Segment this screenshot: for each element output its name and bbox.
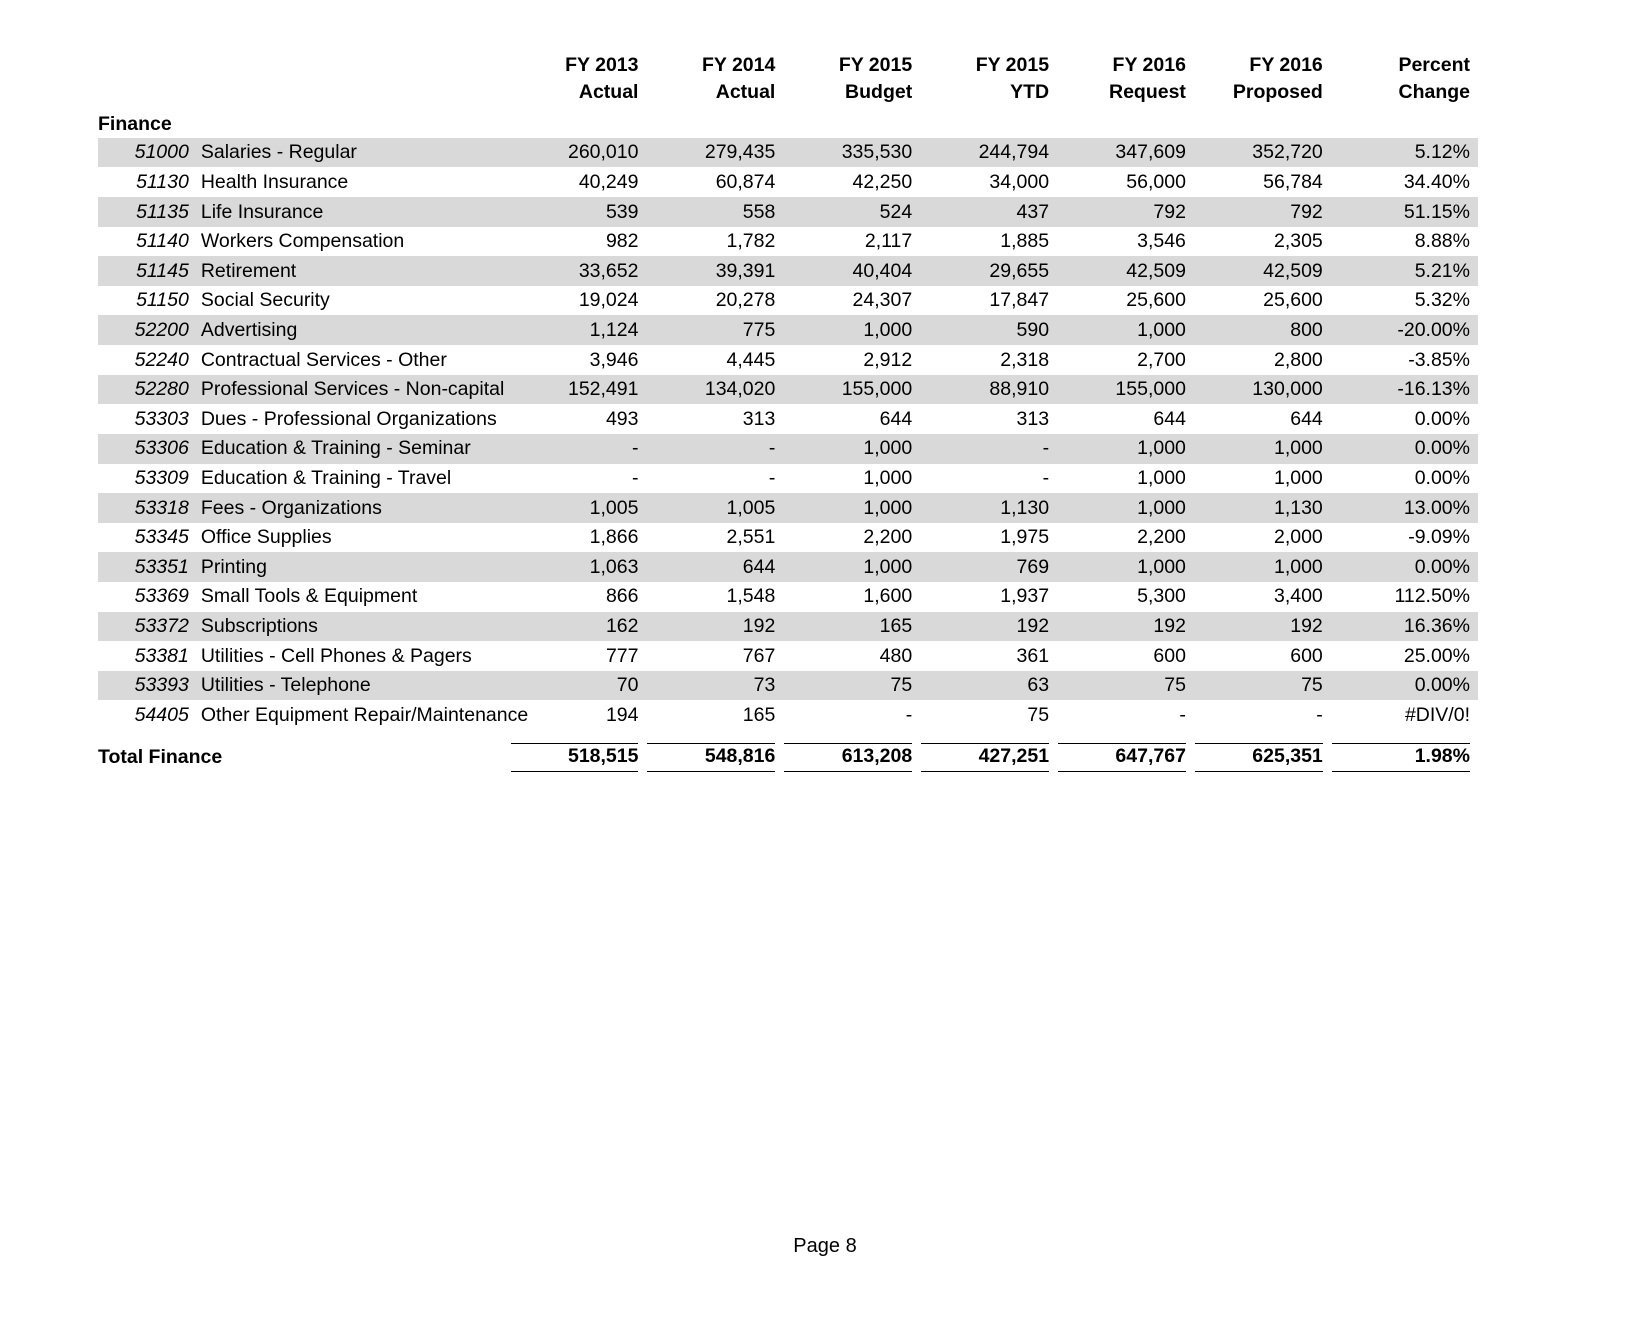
account-code: 53306 bbox=[98, 434, 199, 464]
total-value: 625,351 bbox=[1195, 743, 1323, 772]
cell-fy2016-proposed: 56,784 bbox=[1263, 170, 1323, 193]
cell-fy2016-request: 155,000 bbox=[1057, 375, 1194, 405]
cell-fy2016-proposed: 2,305 bbox=[1273, 230, 1323, 253]
header-code-blank bbox=[98, 52, 199, 109]
cell-fy2016-proposed: 1,000 bbox=[1194, 552, 1331, 582]
cell-fy2014-actual: - bbox=[768, 467, 776, 490]
cell-fy2016-request: 3,546 bbox=[1137, 230, 1186, 253]
cell-fy2013-actual: 162 bbox=[510, 612, 647, 642]
total-value: 518,515 bbox=[511, 743, 639, 772]
cell-fy2015-ytd: 437 bbox=[920, 197, 1057, 227]
header-line1: FY 2016 bbox=[1112, 54, 1186, 76]
cell-fy2014-actual: 73 bbox=[646, 671, 783, 701]
header-line2: Proposed bbox=[1232, 80, 1323, 103]
cell-percent-change: 0.00% bbox=[1331, 434, 1478, 464]
cell-fy2016-proposed: 352,720 bbox=[1194, 138, 1331, 168]
cell-fy2015-ytd: 2,318 bbox=[1000, 348, 1050, 371]
account-description: Small Tools & Equipment bbox=[200, 585, 418, 608]
header-desc-blank bbox=[199, 52, 510, 109]
cell-percent-change: 51.15% bbox=[1331, 197, 1478, 227]
cell-fy2015-budget: 644 bbox=[879, 407, 913, 430]
cell-fy2013-actual: 982 bbox=[605, 230, 639, 253]
cell-fy2014-actual: 165 bbox=[742, 703, 776, 726]
total-fy2014-actual bbox=[646, 737, 783, 777]
table-row bbox=[98, 582, 1478, 612]
table-row bbox=[98, 315, 1478, 345]
cell-percent-change: 5.12% bbox=[1331, 138, 1478, 168]
cell-fy2016-request: 1,000 bbox=[1057, 315, 1194, 345]
table-row bbox=[98, 493, 1478, 523]
cell-fy2016-request: 644 bbox=[1153, 407, 1186, 430]
total-row bbox=[98, 737, 1478, 777]
total-value: 647,767 bbox=[1058, 743, 1186, 772]
cell-fy2015-budget: 165 bbox=[783, 612, 920, 642]
cell-fy2015-ytd: - bbox=[1042, 467, 1050, 490]
cell-fy2015-ytd: 1,130 bbox=[920, 493, 1057, 523]
cell-fy2013-actual: 19,024 bbox=[578, 289, 639, 312]
cell-fy2016-request: 5,300 bbox=[1137, 585, 1186, 608]
account-description: Retirement bbox=[199, 256, 510, 286]
cell-fy2015-budget: 1,000 bbox=[783, 315, 920, 345]
cell-fy2016-proposed: 3,400 bbox=[1273, 585, 1323, 608]
cell-fy2013-actual: 1,866 bbox=[589, 526, 639, 549]
account-description: Contractual Services - Other bbox=[200, 348, 447, 371]
column-header-fy2015-budget bbox=[783, 52, 920, 109]
cell-fy2016-request: 25,600 bbox=[1126, 289, 1186, 312]
account-code: 51135 bbox=[98, 197, 199, 227]
account-code: 52200 bbox=[98, 315, 199, 345]
table-row bbox=[98, 286, 1478, 316]
cell-fy2016-request: 1,000 bbox=[1137, 467, 1186, 490]
cell-fy2015-budget: 1,000 bbox=[783, 434, 920, 464]
cell-fy2014-actual: 39,391 bbox=[646, 256, 783, 286]
cell-fy2013-actual: 866 bbox=[605, 585, 639, 608]
cell-fy2013-actual: 1,124 bbox=[510, 315, 647, 345]
cell-fy2016-proposed: 1,000 bbox=[1194, 434, 1331, 464]
account-code: 53393 bbox=[98, 671, 199, 701]
header-line2: YTD bbox=[1010, 80, 1050, 103]
table-row bbox=[98, 375, 1478, 405]
account-description: Subscriptions bbox=[199, 612, 510, 642]
cell-fy2015-budget: 335,530 bbox=[783, 138, 920, 168]
cell-percent-change: 112.50% bbox=[1394, 585, 1470, 608]
cell-fy2016-request: 347,609 bbox=[1057, 138, 1194, 168]
total-fy2013-actual bbox=[510, 737, 647, 777]
column-header-fy2014-actual bbox=[646, 52, 783, 109]
column-header-percent-change bbox=[1331, 52, 1478, 109]
account-code: 54405 bbox=[134, 703, 189, 726]
cell-fy2014-actual: 558 bbox=[646, 197, 783, 227]
cell-fy2015-ytd: 1,937 bbox=[1000, 585, 1050, 608]
cell-fy2013-actual: 33,652 bbox=[510, 256, 647, 286]
account-code: 53318 bbox=[98, 493, 199, 523]
table-row bbox=[98, 641, 1478, 671]
cell-fy2015-budget: 524 bbox=[783, 197, 920, 227]
account-description: Professional Services - Non-capital bbox=[199, 375, 510, 405]
cell-percent-change: 13.00% bbox=[1331, 493, 1478, 523]
cell-fy2015-ytd: 313 bbox=[1016, 407, 1050, 430]
cell-percent-change: 0.00% bbox=[1414, 467, 1470, 490]
account-code: 53309 bbox=[134, 467, 189, 490]
cell-fy2014-actual: 1,005 bbox=[646, 493, 783, 523]
cell-fy2015-ytd: 75 bbox=[1027, 703, 1050, 726]
cell-fy2013-actual: 40,249 bbox=[578, 170, 639, 193]
cell-fy2016-proposed: - bbox=[1316, 703, 1323, 726]
cell-fy2015-ytd: 590 bbox=[920, 315, 1057, 345]
cell-fy2014-actual: 2,551 bbox=[726, 526, 776, 549]
section-title-row bbox=[98, 109, 1478, 138]
cell-percent-change: 0.00% bbox=[1414, 407, 1470, 430]
cell-fy2016-proposed: 800 bbox=[1194, 315, 1331, 345]
cell-percent-change: 5.32% bbox=[1414, 289, 1470, 312]
table-header bbox=[98, 52, 1478, 109]
cell-fy2015-ytd: 17,847 bbox=[989, 289, 1050, 312]
cell-fy2016-request: 600 bbox=[1153, 644, 1186, 667]
cell-percent-change: #DIV/0! bbox=[1404, 703, 1470, 726]
total-value: 548,816 bbox=[647, 743, 775, 772]
cell-fy2016-proposed: 1,130 bbox=[1194, 493, 1331, 523]
cell-fy2016-proposed: 1,000 bbox=[1273, 467, 1323, 490]
cell-fy2014-actual: 60,874 bbox=[715, 170, 776, 193]
account-description: Salaries - Regular bbox=[199, 138, 510, 168]
account-code: 51000 bbox=[98, 138, 199, 168]
cell-fy2015-budget: 480 bbox=[879, 644, 913, 667]
cell-fy2013-actual: 777 bbox=[605, 644, 639, 667]
total-label: Total Finance bbox=[98, 746, 223, 768]
account-description: Utilities - Cell Phones & Pagers bbox=[200, 644, 472, 667]
account-description: Advertising bbox=[199, 315, 510, 345]
cell-fy2015-ytd: 29,655 bbox=[920, 256, 1057, 286]
spacer-cell bbox=[98, 730, 1478, 737]
cell-fy2015-ytd: 192 bbox=[920, 612, 1057, 642]
cell-fy2014-actual: 192 bbox=[646, 612, 783, 642]
cell-fy2015-ytd: 63 bbox=[920, 671, 1057, 701]
header-line1: FY 2014 bbox=[701, 54, 776, 76]
table-row bbox=[98, 671, 1478, 701]
header-line1: Percent bbox=[1398, 54, 1470, 76]
cell-fy2015-budget: 42,250 bbox=[852, 170, 913, 193]
account-code: 51150 bbox=[136, 289, 189, 312]
cell-fy2015-budget: 1,000 bbox=[863, 467, 913, 490]
cell-fy2016-proposed: 130,000 bbox=[1194, 375, 1331, 405]
account-description: Life Insurance bbox=[199, 197, 510, 227]
cell-percent-change: 34.40% bbox=[1403, 170, 1470, 193]
cell-fy2016-request: 192 bbox=[1057, 612, 1194, 642]
account-code: 51140 bbox=[136, 230, 189, 253]
cell-fy2016-proposed: 2,800 bbox=[1273, 348, 1323, 371]
cell-percent-change: 0.00% bbox=[1331, 552, 1478, 582]
section-title: Finance bbox=[98, 112, 172, 135]
cell-fy2014-actual: - bbox=[646, 434, 783, 464]
cell-fy2015-budget: 40,404 bbox=[783, 256, 920, 286]
cell-fy2016-proposed: 792 bbox=[1194, 197, 1331, 227]
total-fy2015-ytd bbox=[920, 737, 1057, 777]
account-code: 51130 bbox=[136, 170, 189, 193]
cell-fy2015-budget: 155,000 bbox=[783, 375, 920, 405]
cell-percent-change: -16.13% bbox=[1331, 375, 1478, 405]
cell-fy2015-ytd: 769 bbox=[920, 552, 1057, 582]
cell-fy2015-ytd: - bbox=[920, 434, 1057, 464]
cell-fy2016-proposed: 75 bbox=[1194, 671, 1331, 701]
header-line1: FY 2015 bbox=[838, 54, 913, 76]
account-code: 52240 bbox=[134, 348, 189, 371]
account-description: Utilities - Telephone bbox=[199, 671, 510, 701]
cell-fy2014-actual: 644 bbox=[646, 552, 783, 582]
cell-fy2014-actual: 775 bbox=[646, 315, 783, 345]
cell-fy2015-budget: 1,000 bbox=[783, 552, 920, 582]
cell-fy2015-ytd: 1,975 bbox=[1000, 526, 1050, 549]
table-row bbox=[98, 138, 1478, 168]
cell-fy2014-actual: 1,782 bbox=[726, 230, 776, 253]
account-code: 53303 bbox=[134, 407, 189, 430]
cell-percent-change: 8.88% bbox=[1414, 230, 1470, 253]
account-code: 53369 bbox=[134, 585, 189, 608]
account-description: Dues - Professional Organizations bbox=[200, 407, 497, 430]
table-row bbox=[98, 464, 1478, 494]
total-fy2016-proposed bbox=[1194, 737, 1331, 777]
cell-fy2015-budget: 2,117 bbox=[864, 230, 913, 253]
total-value: 427,251 bbox=[921, 743, 1049, 772]
cell-fy2016-request: - bbox=[1179, 703, 1186, 726]
cell-fy2013-actual: 260,010 bbox=[510, 138, 647, 168]
cell-fy2014-actual: 313 bbox=[742, 407, 776, 430]
cell-percent-change: 16.36% bbox=[1331, 612, 1478, 642]
account-description: Health Insurance bbox=[200, 170, 349, 193]
header-line2: Request bbox=[1108, 80, 1186, 103]
cell-fy2014-actual: 279,435 bbox=[646, 138, 783, 168]
cell-fy2015-budget: 1,000 bbox=[783, 493, 920, 523]
account-description: Office Supplies bbox=[200, 526, 332, 549]
page-footer: Page 8 bbox=[793, 1235, 857, 1257]
account-code: 53381 bbox=[134, 644, 189, 667]
cell-fy2016-proposed: 644 bbox=[1290, 407, 1323, 430]
header-line2: Budget bbox=[845, 80, 913, 103]
cell-fy2016-request: 56,000 bbox=[1126, 170, 1186, 193]
account-code: 53345 bbox=[134, 526, 189, 549]
cell-fy2015-ytd: 244,794 bbox=[920, 138, 1057, 168]
cell-fy2016-proposed: 600 bbox=[1290, 644, 1323, 667]
cell-fy2013-actual: 3,946 bbox=[589, 348, 639, 371]
table-row bbox=[98, 227, 1478, 257]
cell-fy2016-request: 1,000 bbox=[1057, 552, 1194, 582]
account-code: 51145 bbox=[98, 256, 199, 286]
cell-fy2015-ytd: 361 bbox=[1016, 644, 1050, 667]
header-line1: FY 2013 bbox=[565, 54, 639, 76]
table-row bbox=[98, 345, 1478, 375]
header-line1: FY 2016 bbox=[1249, 54, 1323, 76]
table-row bbox=[98, 197, 1478, 227]
account-code: 53372 bbox=[98, 612, 199, 642]
cell-fy2016-request: 792 bbox=[1057, 197, 1194, 227]
header-line2: Change bbox=[1398, 80, 1470, 103]
account-description: Other Equipment Repair/Maintenance bbox=[200, 703, 529, 726]
account-code: 53351 bbox=[98, 552, 199, 582]
total-percent-change bbox=[1331, 737, 1478, 777]
header-line2: Actual bbox=[578, 80, 639, 103]
table-row bbox=[98, 552, 1478, 582]
cell-fy2015-budget: 1,600 bbox=[863, 585, 913, 608]
header-row bbox=[98, 52, 1478, 109]
cell-fy2013-actual: 493 bbox=[605, 407, 639, 430]
table-body bbox=[98, 109, 1478, 737]
cell-fy2016-proposed: 192 bbox=[1194, 612, 1331, 642]
column-header-fy2015-ytd bbox=[920, 52, 1057, 109]
cell-fy2014-actual: 134,020 bbox=[646, 375, 783, 405]
cell-fy2016-proposed: 25,600 bbox=[1263, 289, 1323, 312]
table-footer bbox=[98, 737, 1478, 777]
cell-fy2015-ytd: 88,910 bbox=[920, 375, 1057, 405]
account-description: Education & Training - Seminar bbox=[199, 434, 510, 464]
total-fy2016-request bbox=[1057, 737, 1194, 777]
cell-fy2015-budget: 24,307 bbox=[852, 289, 913, 312]
cell-fy2016-request: 2,700 bbox=[1137, 348, 1186, 371]
cell-fy2015-budget: 75 bbox=[783, 671, 920, 701]
column-header-fy2016-request bbox=[1057, 52, 1194, 109]
cell-fy2013-actual: 1,005 bbox=[510, 493, 647, 523]
table-row bbox=[98, 434, 1478, 464]
header-line2: Actual bbox=[715, 80, 776, 103]
budget-page bbox=[0, 52, 1650, 1327]
cell-fy2014-actual: 20,278 bbox=[715, 289, 776, 312]
table-row bbox=[98, 523, 1478, 553]
cell-fy2013-actual: - bbox=[510, 434, 647, 464]
cell-fy2014-actual: 767 bbox=[742, 644, 776, 667]
cell-fy2016-request: 75 bbox=[1057, 671, 1194, 701]
column-header-fy2016-proposed bbox=[1194, 52, 1331, 109]
cell-percent-change: -3.85% bbox=[1408, 348, 1470, 371]
account-description: Printing bbox=[199, 552, 510, 582]
cell-fy2015-ytd: 34,000 bbox=[989, 170, 1050, 193]
cell-fy2014-actual: 1,548 bbox=[726, 585, 776, 608]
cell-percent-change: -20.00% bbox=[1331, 315, 1478, 345]
account-code: 52280 bbox=[98, 375, 199, 405]
table-row bbox=[98, 700, 1478, 730]
cell-fy2013-actual: - bbox=[631, 467, 639, 490]
table-row bbox=[98, 167, 1478, 197]
cell-fy2016-request: 2,200 bbox=[1137, 526, 1186, 549]
total-value: 1.98% bbox=[1332, 743, 1470, 772]
cell-fy2016-proposed: 42,509 bbox=[1194, 256, 1331, 286]
total-value: 613,208 bbox=[784, 743, 912, 772]
cell-fy2015-budget: 2,200 bbox=[863, 526, 913, 549]
cell-fy2014-actual: 4,445 bbox=[726, 348, 776, 371]
header-line1: FY 2015 bbox=[975, 54, 1050, 76]
account-description: Workers Compensation bbox=[200, 230, 405, 253]
cell-fy2016-request: 42,509 bbox=[1057, 256, 1194, 286]
cell-fy2013-actual: 539 bbox=[510, 197, 647, 227]
cell-fy2013-actual: 152,491 bbox=[510, 375, 647, 405]
cell-percent-change: 0.00% bbox=[1331, 671, 1478, 701]
cell-percent-change: -9.09% bbox=[1408, 526, 1470, 549]
cell-fy2016-proposed: 2,000 bbox=[1273, 526, 1323, 549]
cell-fy2015-budget: 2,912 bbox=[863, 348, 913, 371]
account-description: Fees - Organizations bbox=[199, 493, 510, 523]
spacer-row bbox=[98, 730, 1478, 737]
account-description: Education & Training - Travel bbox=[200, 467, 452, 490]
cell-percent-change: 5.21% bbox=[1331, 256, 1478, 286]
column-header-fy2013-actual bbox=[510, 52, 647, 109]
cell-percent-change: 25.00% bbox=[1403, 644, 1470, 667]
cell-fy2013-actual: 1,063 bbox=[510, 552, 647, 582]
account-description: Social Security bbox=[200, 289, 330, 312]
table-row bbox=[98, 256, 1478, 286]
cell-fy2015-ytd: 1,885 bbox=[1000, 230, 1050, 253]
cell-fy2015-budget: - bbox=[905, 703, 913, 726]
cell-fy2016-request: 1,000 bbox=[1057, 434, 1194, 464]
total-fy2015-budget bbox=[783, 737, 920, 777]
table-row bbox=[98, 404, 1478, 434]
cell-fy2013-actual: 194 bbox=[605, 703, 639, 726]
finance-budget-table bbox=[98, 52, 1478, 777]
table-row bbox=[98, 612, 1478, 642]
cell-fy2016-request: 1,000 bbox=[1057, 493, 1194, 523]
cell-fy2013-actual: 70 bbox=[510, 671, 647, 701]
